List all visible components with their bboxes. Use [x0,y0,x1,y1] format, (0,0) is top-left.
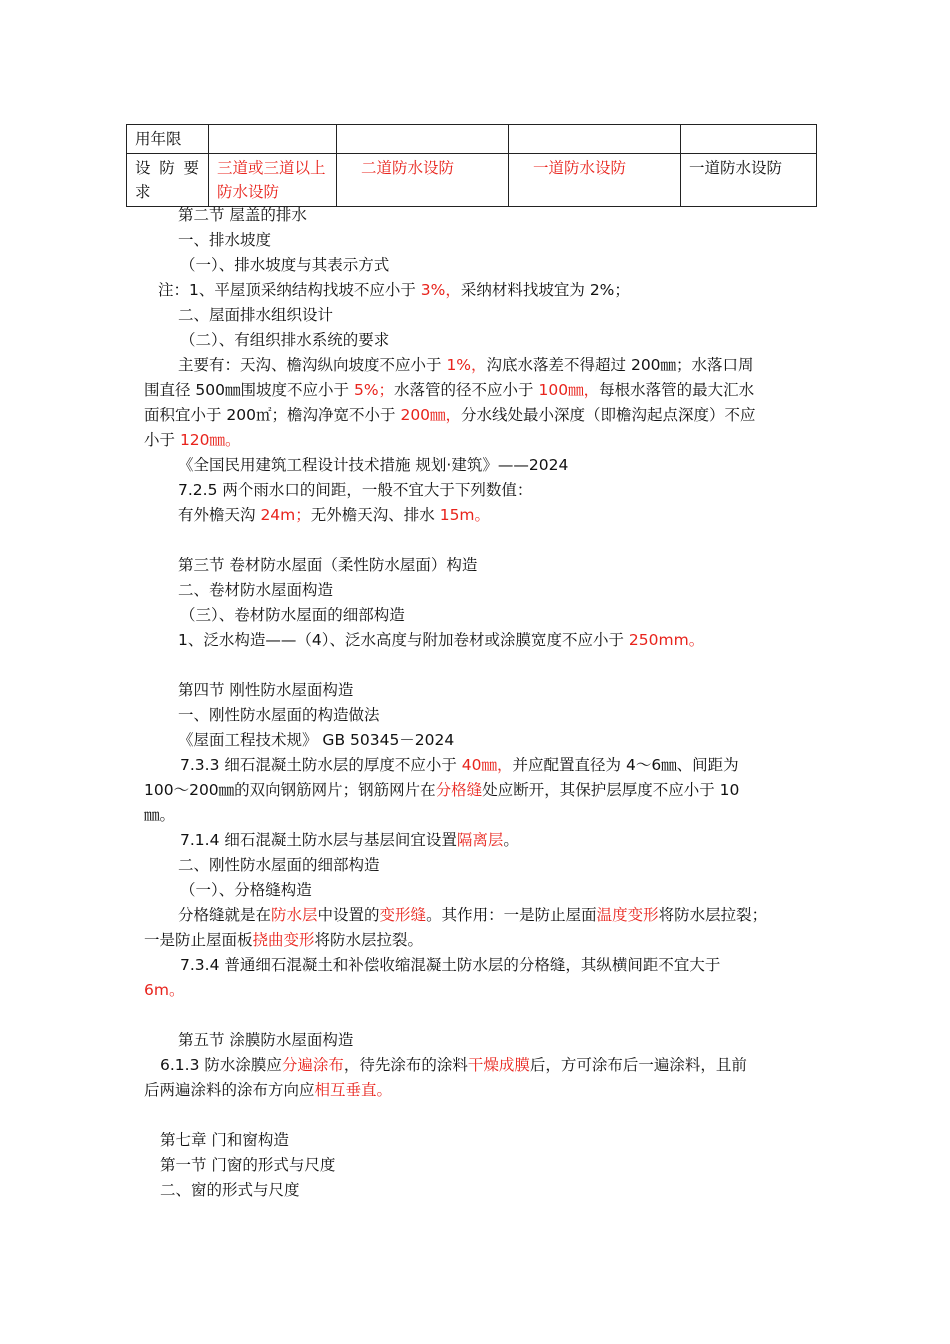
highlight-text: 6m。 [144,981,185,999]
text: 中设置的 [317,906,380,924]
text: 一是防止屋面板 [144,931,253,949]
text: 分格缝就是在 [178,906,272,924]
table-cell [681,125,817,154]
text: 围直径 500㎜围坡度不应小于 [144,381,354,399]
subsection-heading: 一、刚性防水屋面的构造做法 [178,706,380,724]
paragraph-line: ㎜。 [144,806,176,824]
highlight-text: 200㎜， [400,406,462,424]
text: 将防水层拉裂； [658,906,768,924]
paragraph-line [178,353,754,377]
text: 面积宜小于 200㎡；檐沟净宽不小于 [144,406,401,424]
subsection-heading: （二）、有组织排水系统的要求 [180,331,390,349]
paragraph-line [144,428,241,452]
text: 分水线处最小深度（即檐沟起点深度）不应 [461,406,756,424]
text: ，待先涂布的涂料 [343,1056,468,1074]
subsection-heading: （一）、分格缝构造 [180,881,312,899]
highlight-text: 24m； [260,506,311,524]
highlight-text: 1%， [446,356,487,374]
highlight-text: 15m。 [439,506,491,524]
text: 无外檐天沟、排水 [310,506,440,524]
highlight-text: 变形缝 [379,906,427,924]
waterproof-requirement-table [126,124,817,207]
text: 。 [503,831,519,849]
paragraph-line [158,278,630,302]
reference-title: 《全国民用建筑工程设计技术措施 规划·建筑》——2024 [178,456,569,474]
text: 沟底水落差不得超过 200㎜；水落口周 [486,356,754,374]
text: 7.1.4 细石混凝土防水层与基层间宜设置 [180,831,457,849]
highlight-text: 100㎜， [538,381,600,399]
text: 处应断开，其保护层厚度不应小于 10 [482,781,740,799]
table-row [127,154,817,207]
subsection-heading: （三）、卷材防水屋面的细部构造 [180,606,405,624]
text: 后，方可涂布后一遍涂料，且前 [529,1056,747,1074]
highlight-text: 温度变形 [596,906,659,924]
reference-title: 《屋面工程技术规》 GB 50345－2024 [178,731,455,749]
text: 7.3.3 细石混凝土防水层的厚度不应小于 [180,756,462,774]
text: 主要有：天沟、檐沟纵向坡度不应小于 [178,356,447,374]
paragraph-line [178,628,704,652]
text: 6.1.3 防水涂膜应 [160,1056,282,1074]
highlight-text: 防水层 [271,906,318,924]
text: 有外檐天沟 [178,506,261,524]
subsection-heading: 二、刚性防水屋面的细部构造 [178,856,380,874]
highlight-text: 3%， [420,281,461,299]
subsection-heading: 二、屋面排水组织设计 [178,306,334,324]
paragraph-line [144,1078,392,1102]
text: 小于 [144,431,180,449]
paragraph-line [180,753,739,777]
subsection-heading: 二、窗的形式与尺度 [160,1181,300,1199]
paragraph-line [144,403,756,427]
table-cell [509,125,681,154]
table-cell: 二道防水设防 [337,154,509,207]
highlight-text: 5%； [353,381,395,399]
text: 水落管的径不应小于 [394,381,539,399]
text: 后两遍涂料的涂布方向应 [144,1081,315,1099]
table-cell: 一道防水设防 [509,154,681,207]
section-heading: 第二节 屋盖的排水 [178,206,307,224]
highlight-text: 120㎜。 [179,431,241,449]
chapter-heading: 第七章 门和窗构造 [160,1131,289,1149]
paragraph-line [180,828,519,852]
highlight-text: 40㎜， [461,756,513,774]
table-cell: 三道或三道以上防水设防 [209,154,337,207]
table-cell [337,125,509,154]
section-heading: 第五节 涂膜防水屋面构造 [178,1031,354,1049]
table-row [127,125,817,154]
highlight-text: 分遍涂布 [281,1056,344,1074]
section-heading: 第三节 卷材防水屋面（柔性防水屋面）构造 [178,556,478,574]
paragraph-line [178,503,490,527]
highlight-text: 分格缝 [435,781,483,799]
paragraph-line [160,1053,747,1077]
paragraph-line [144,378,754,402]
highlight-text: 相互垂直。 [314,1081,393,1099]
text: 并应配置直径为 4～6㎜、间距为 [512,756,739,774]
row-label-service-life: 用年限 [127,125,209,154]
highlight-text: 隔离层 [456,831,504,849]
table-cell: 一道防水设防 [681,154,817,207]
text: 每根水落管的最大汇水 [599,381,755,399]
clause-line: 7.2.5 两个雨水口的间距，一般不宜大于下列数值： [178,481,533,499]
subsection-heading: （一）、排水坡度与其表示方式 [180,256,390,274]
text: 。其作用：一是防止屋面 [426,906,597,924]
text: 注：1、平屋顶采纳结构找坡不应小于 [158,281,421,299]
section-heading: 第四节 刚性防水屋面构造 [178,681,354,699]
paragraph-line [178,903,767,927]
text: 采纳材料找坡宜为 2%； [460,281,630,299]
section-heading: 第一节 门窗的形式与尺度 [160,1156,336,1174]
paragraph-line [144,778,739,802]
subsection-heading: 一、排水坡度 [178,231,272,249]
text: 100～200㎜的双向钢筋网片；钢筋网片在 [144,781,436,799]
text: 1、泛水构造——（4）、泛水高度与附加卷材或涂膜宽度不应小于 [178,631,629,649]
highlight-text: 干燥成膜 [467,1056,530,1074]
text: 将防水层拉裂。 [314,931,424,949]
table-cell [209,125,337,154]
subsection-heading: 二、卷材防水屋面构造 [178,581,334,599]
paragraph-line: 7.3.4 普通细石混凝土和补偿收缩混凝土防水层的分格缝，其纵横间距不宜大于 [180,956,721,974]
paragraph-line [144,928,423,952]
highlight-text: 挠曲变形 [252,931,315,949]
highlight-text: 250mm。 [628,631,705,649]
row-label-requirement: 设 防 要 求 [127,154,209,207]
